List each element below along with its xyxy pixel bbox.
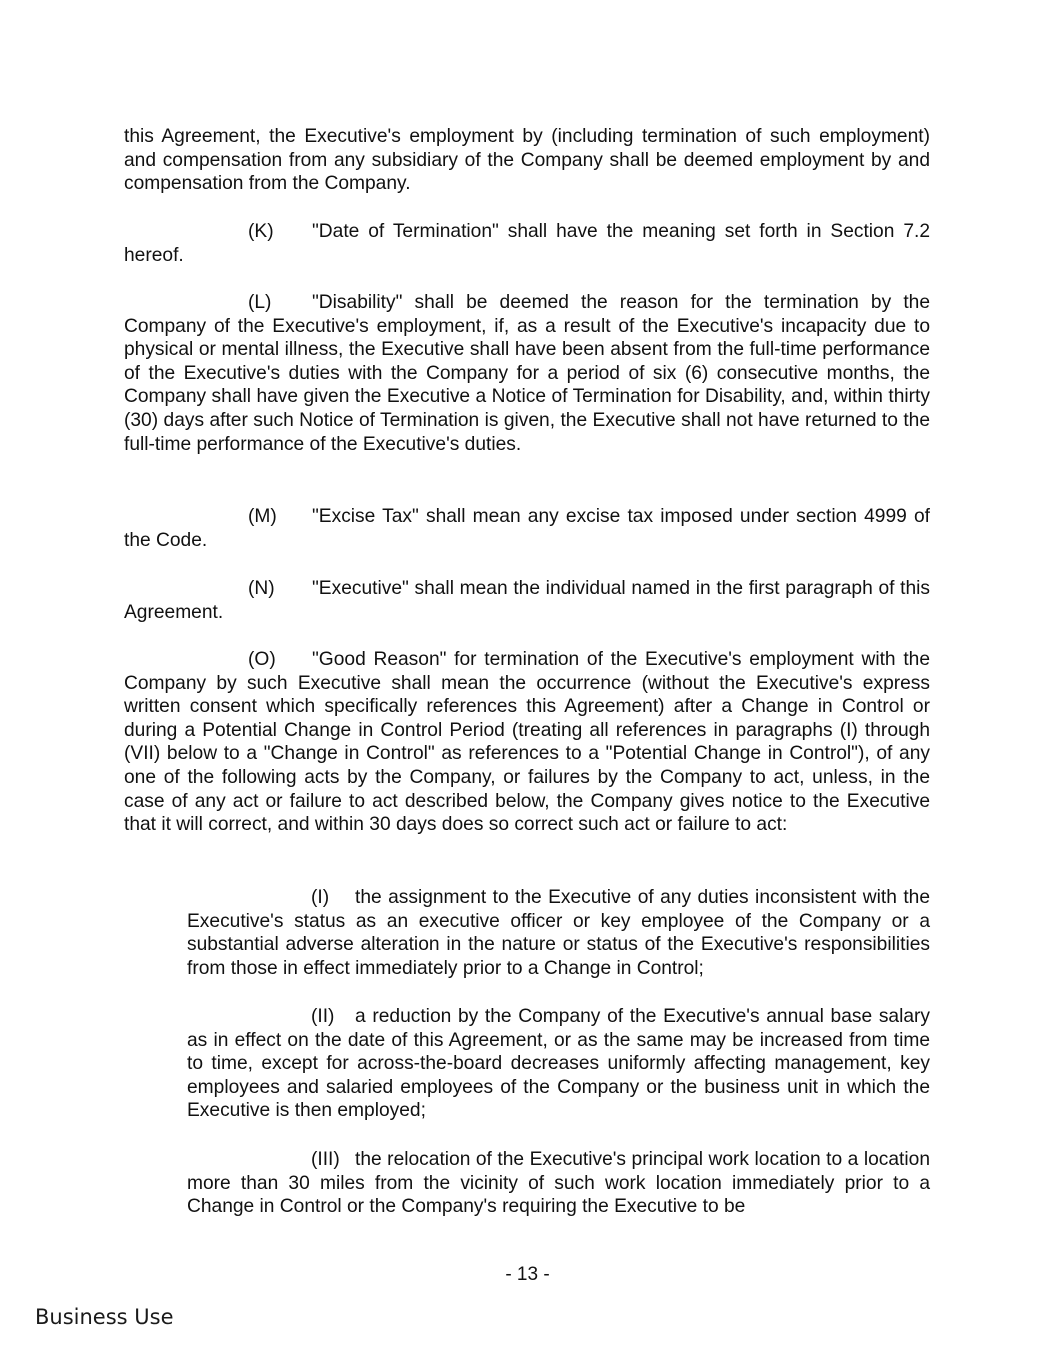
definition-l-marker: (L)	[248, 292, 272, 313]
definition-o	[124, 648, 930, 837]
definition-m	[124, 505, 930, 552]
definition-n-marker: (N)	[248, 578, 275, 599]
definition-o-marker: (O)	[248, 649, 276, 670]
subclause-iii-marker: (III)	[311, 1149, 340, 1170]
intro-paragraph	[124, 125, 930, 196]
definition-n-text: "Executive" shall mean the individual named in the first paragraph of this Agreement.	[124, 578, 930, 623]
definition-k-marker: (K)	[248, 221, 274, 242]
definition-l-text: "Disability" shall be deemed the reason for the termination by the Company of the Executive's employment, if, as a result of the Executive's incapacity due to physical or mental illness, the Executive shall have been absent from the full-time performance of the Executive's duties with the Company for a period of six (6) consecutive months, the Company shall have given the Executive a Notice of Termination for Disability, and, within thirty (30) days after such Notice of Termination is given, the Executive shall not have returned to the full-time performance of the Executive's duties.	[124, 292, 930, 455]
subclause-i-text: the assignment to the Executive of any duties inconsistent with the Executive's status as an executive officer or key employee of the Company or a substantial adverse alteration in the nature or status of the Executive's responsibilities from those in effect immediately prior to a Change in Control;	[187, 887, 930, 979]
subclause-i	[124, 886, 930, 980]
definition-n	[124, 577, 930, 624]
definition-o-text: "Good Reason" for termination of the Executive's employment with the Company by such Executive shall mean the occurrence (without the Executive's express written consent which specifically references this Agreement) after a Change in Control or during a Potential Change in Control Period (treating all references in paragraphs (I) through (VII) below to a "Change in Control" as references to a "Potential Change in Control"), of any one of the following acts by the Company, or failures by the Company to act, unless, in the case of any act or failure to act described below, the Company gives notice to the Executive that it will correct, and within 30 days does so correct such act or failure to act:	[124, 649, 930, 836]
subclause-iii	[124, 1148, 930, 1219]
subclause-i-marker: (I)	[311, 887, 330, 908]
definition-k-text: "Date of Termination" shall have the meaning set forth in Section 7.2 hereof.	[124, 221, 930, 266]
subclause-ii-marker: (II)	[311, 1006, 335, 1027]
definition-m-text: "Excise Tax" shall mean any excise tax imposed under section 4999 of the Code.	[124, 506, 930, 551]
definition-l	[124, 291, 930, 456]
footer-classification-label: Business Use	[35, 1305, 174, 1329]
intro-text: this Agreement, the Executive's employment by (including termination of such employment) and compensation from any subsidiary of the Company shall be deemed employment by and compensation from the Company.	[124, 126, 930, 195]
definition-k	[124, 220, 930, 267]
subclause-iii-text: the relocation of the Executive's principal work location to a location more than 30 miles from the vicinity of such work location immediately prior to a Change in Control or the Company's requiring the Executive to be	[187, 1149, 930, 1218]
subclause-ii-text: a reduction by the Company of the Executive's annual base salary as in effect on the date of this Agreement, or as the same may be increased from time to time, except for across-the-board decreases uniformly affecting management, key employees and salaried employees of the Company or the business unit in which the Executive is then employed;	[187, 1006, 930, 1122]
definition-m-marker: (M)	[248, 506, 277, 527]
subclause-ii	[124, 1005, 930, 1123]
page-number: - 13 -	[505, 1264, 550, 1285]
